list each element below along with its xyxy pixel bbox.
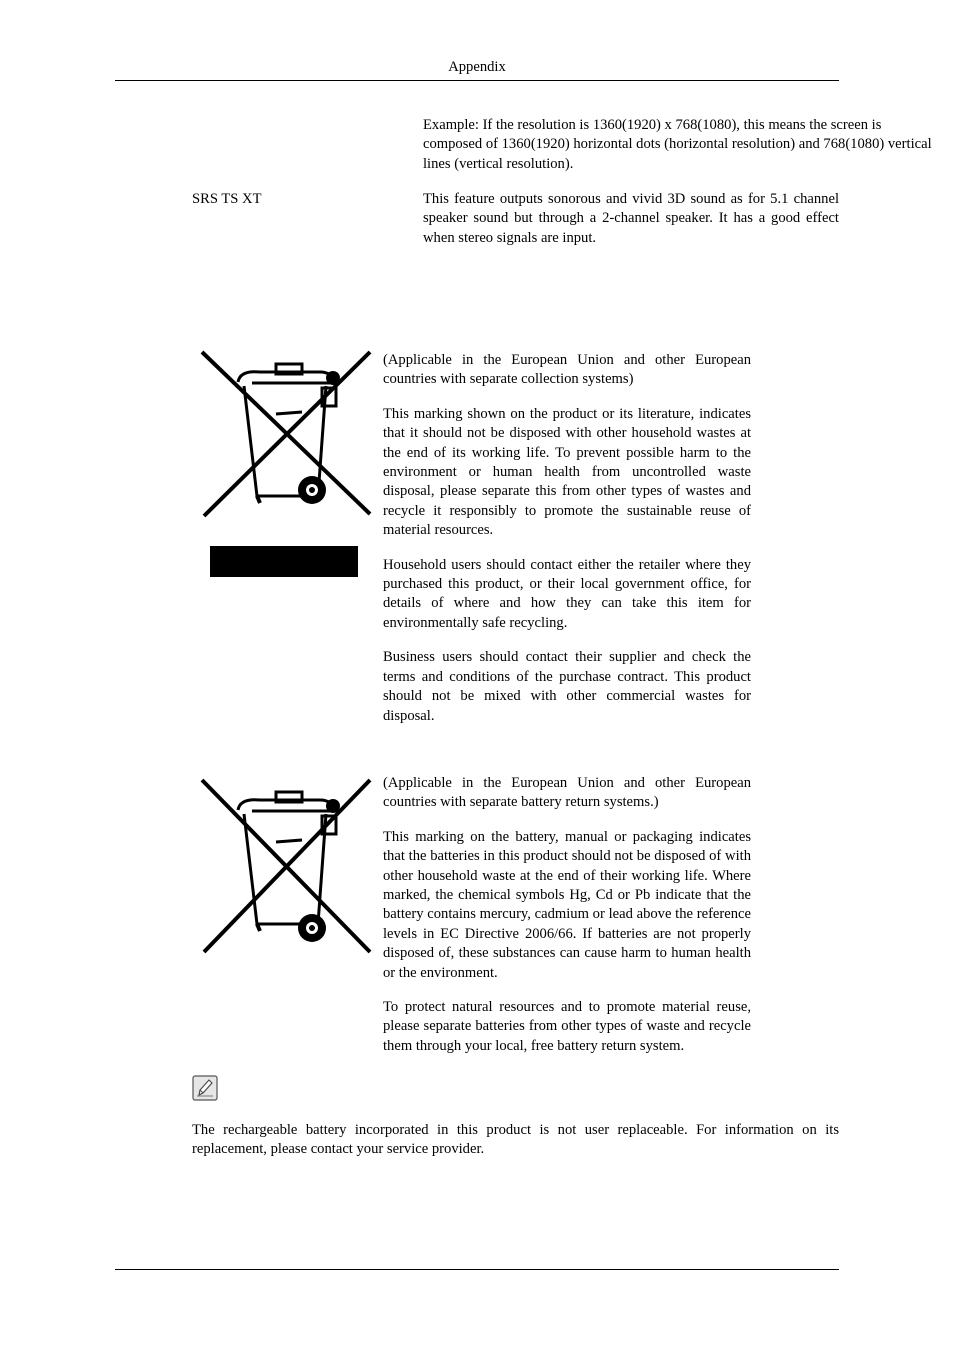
battery-paragraph: This marking on the battery, manual or packaging indicates that the batteries in this product should not be disposed of with other household waste at the end of their working life. Where marked, the chemical symbols Hg, Cd or Pb indicate that the battery contains mercury, cadmium or lead above the reference levels in EC Directive 2006/66. If batteries are not properly disposed of, these substances can cause harm to human health or the environment. bbox=[383, 828, 751, 981]
weee-text-block bbox=[383, 351, 751, 726]
header-rule bbox=[115, 80, 839, 81]
page-header-title: Appendix bbox=[448, 59, 506, 75]
battery-paragraph: (Applicable in the European Union and other European countries with separate battery return systems.) bbox=[383, 775, 751, 811]
weee-paragraph: Business users should contact their supplier and check the terms and conditions of the purchase contract. This product should not be mixed with other commercial wastes for disposal. bbox=[383, 649, 751, 724]
crossed-out-wheelie-bin-icon bbox=[200, 348, 374, 580]
weee-paragraph: Household users should contact either the retailer where they purchased this product, or their local government office, for details of where and how they can take this item for environmentally safe recycling. bbox=[383, 556, 751, 631]
footer-rule bbox=[115, 1269, 839, 1270]
resolution-example-text: Example: If the resolution is 1360(1920) x 768(1080), this means the screen is composed of 1360(1920) horizontal dots (horizontal resolution) and 768(1080) vertical lines (vertical resolution). bbox=[423, 117, 932, 172]
weee-paragraph: (Applicable in the European Union and other European countries with separate collection systems) bbox=[383, 352, 751, 388]
battery-text-block bbox=[383, 774, 751, 1056]
srs-definition: This feature outputs sonorous and vivid 3D sound as for 5.1 channel speaker sound but through a 2-channel speaker. It has a good effect when stereo signals are input. bbox=[423, 191, 839, 246]
srs-term: SRS TS XT bbox=[192, 191, 262, 207]
weee-paragraph: This marking shown on the product or its literature, indicates that it should not be disposed with other household wastes at the end of its working life. To prevent possible harm to the environment or human health from uncontrolled waste disposal, please separate this from other types of wastes and recycle it responsibly to promote the sustainable reuse of material resources. bbox=[383, 405, 751, 539]
battery-paragraph: To protect natural resources and to promote material reuse, please separate batteries from other types of waste and recycle them through your local, free battery return system. bbox=[383, 999, 751, 1054]
note-pencil-icon bbox=[192, 1075, 218, 1101]
note-text: The rechargeable battery incorporated in this product is not user replaceable. For information on its replacement, please contact your service provider. bbox=[192, 1122, 839, 1158]
crossed-out-wheelie-bin-icon bbox=[200, 776, 374, 956]
